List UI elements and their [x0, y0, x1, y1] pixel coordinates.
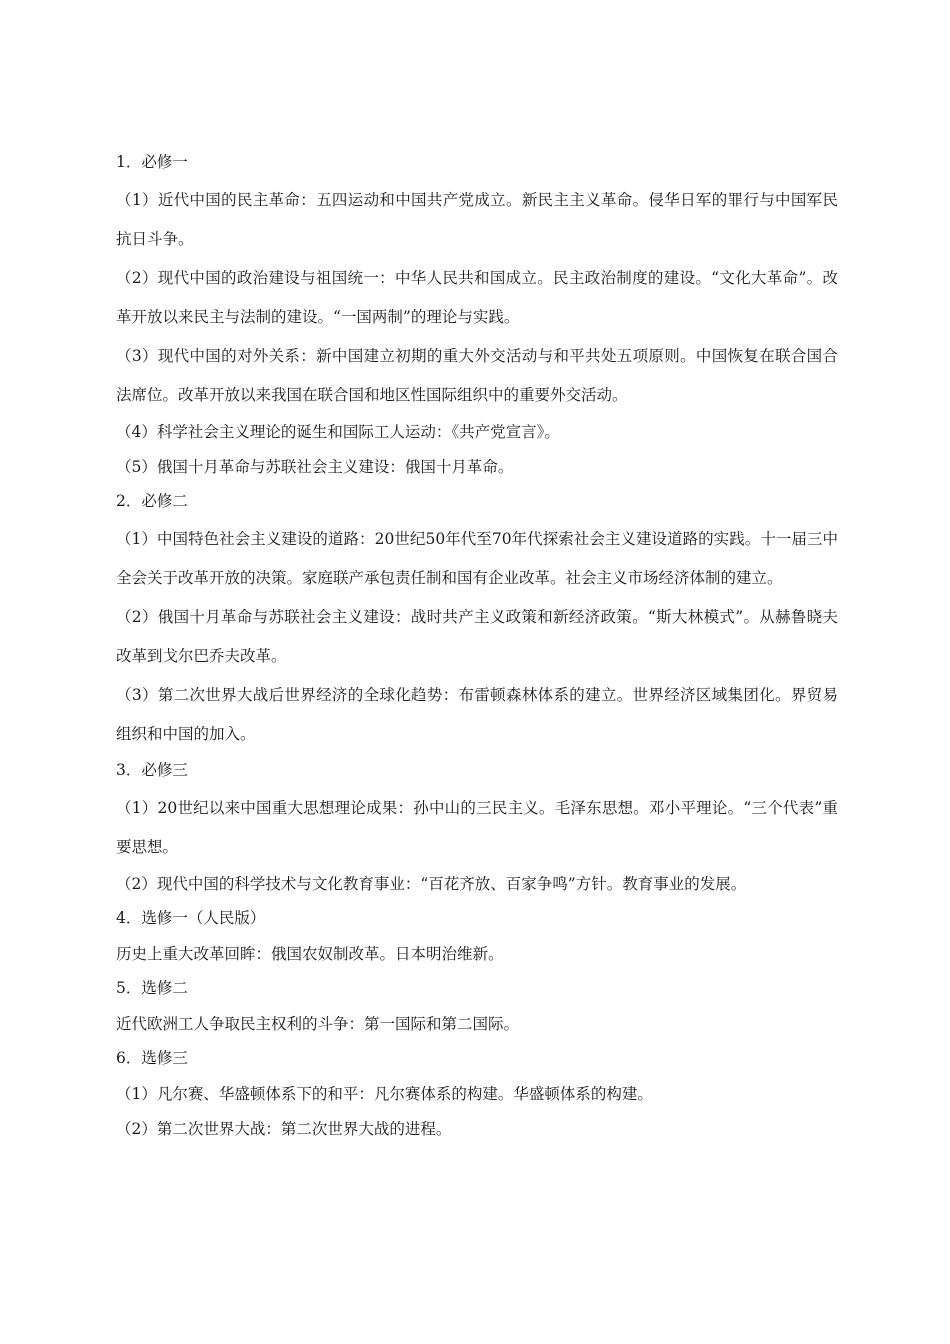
section-bixiu-3 — [116, 754, 838, 902]
section-heading: 3．必修三 — [116, 761, 188, 779]
section-item: （2）俄国十月革命与苏联社会主义建设：战时共产主义政策和新经济政策。“斯大林模式”。从赫鲁晓夫改革到戈尔巴乔夫改革。 — [116, 608, 838, 665]
section-item: 历史上重大改革回眸：俄国农奴制改革。日本明治维新。 — [116, 945, 504, 963]
section-item: （1）凡尔赛、华盛顿体系下的和平：凡尔赛体系的构建。华盛顿体系的构建。 — [116, 1085, 653, 1103]
section-heading: 4．选修一（人民版） — [116, 909, 266, 927]
section-item: （3）第二次世界大战后世界经济的全球化趋势：布雷顿森林体系的建立。世界经济区域集团化。界贸易组织和中国的加入。 — [116, 686, 838, 743]
section-item: （2）现代中国的政治建设与祖国统一：中华人民共和国成立。民主政治制度的建设。“文化大革命”。改革开放以来民主与法制的建设。“一国两制”的理论与实践。 — [116, 269, 838, 326]
section-xuanxiu-3 — [116, 1042, 838, 1147]
section-bixiu-2 — [116, 485, 838, 754]
section-bixiu-1 — [116, 146, 838, 485]
document-body — [116, 146, 838, 1147]
section-heading: 5．选修二 — [116, 979, 188, 997]
section-item: （2）第二次世界大战：第二次世界大战的进程。 — [116, 1120, 452, 1138]
section-heading: 2．必修二 — [116, 492, 188, 510]
section-heading: 1．必修一 — [116, 153, 188, 171]
section-item: （4）科学社会主义理论的诞生和国际工人运动：《共产党宣言》。 — [116, 423, 560, 441]
section-xuanxiu-2 — [116, 972, 838, 1042]
section-item: （3）现代中国的对外关系：新中国建立初期的重大外交活动与和平共处五项原则。中国恢复在联合国合法席位。改革开放以来我国在联合国和地区性国际组织中的重要外交活动。 — [116, 347, 838, 404]
section-item: （2）现代中国的科学技术与文化教育事业：“百花齐放、百家争鸣”方针。教育事业的发展。 — [116, 875, 747, 893]
section-xuanxiu-1 — [116, 902, 838, 972]
section-item: （1）近代中国的民主革命：五四运动和中国共产党成立。新民主主义革命。侵华日军的罪行与中国军民抗日斗争。 — [116, 191, 838, 248]
section-item: （5）俄国十月革命与苏联社会主义建设：俄国十月革命。 — [116, 458, 514, 476]
section-item: 近代欧洲工人争取民主权利的斗争：第一国际和第二国际。 — [116, 1015, 520, 1033]
section-item: （1）中国特色社会主义建设的道路：20世纪50年代至70年代探索社会主义建设道路的实践。十一届三中全会关于改革开放的决策。家庭联产承包责任制和国有企业改革。社会主义市场经济体制的建立。 — [116, 530, 838, 587]
section-item: （1）20世纪以来中国重大思想理论成果：孙中山的三民主义。毛泽东思想。邓小平理论。“三个代表”重要思想。 — [116, 799, 838, 856]
section-heading: 6．选修三 — [116, 1049, 188, 1067]
